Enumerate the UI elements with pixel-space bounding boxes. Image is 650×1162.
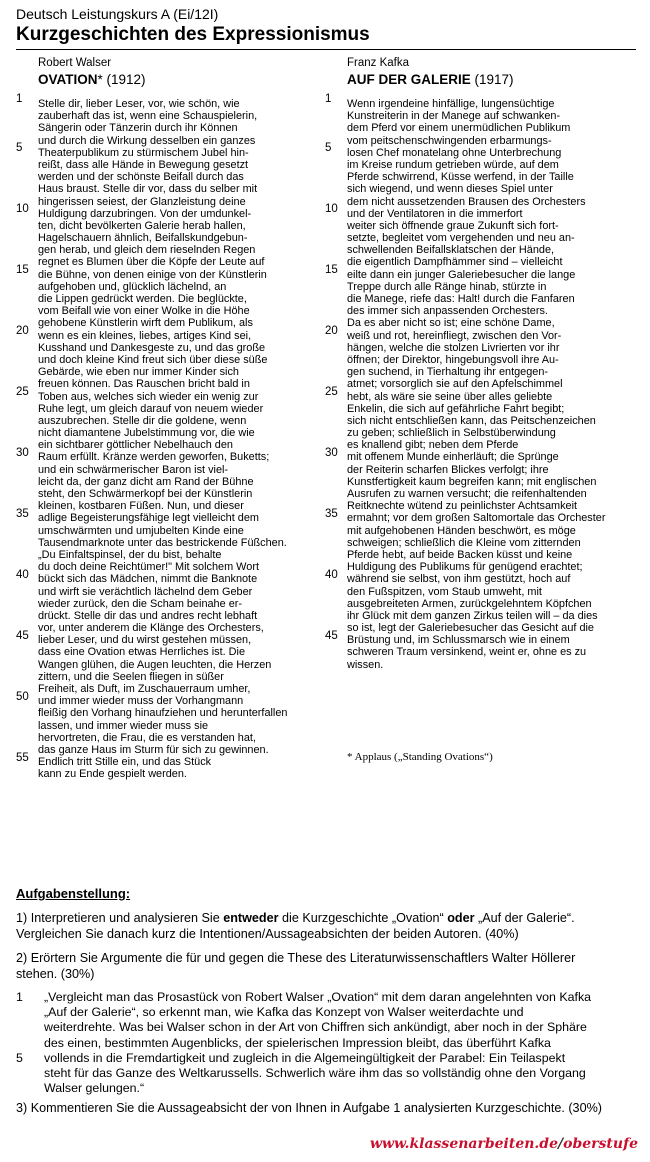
line-number: 5	[16, 141, 23, 154]
left-story	[38, 56, 320, 781]
story-line: Freiheit, als Duft, im Zuschauerraum umher,	[38, 683, 251, 695]
quote-line: „Vergleicht man das Prosastück von Robert Walser „Ovation“ mit dem daran angelehnten von Kafka	[44, 990, 592, 1004]
story-line: und durch die Wirkung desselben ein ganzes	[38, 134, 256, 147]
right-story-text	[347, 98, 605, 671]
line-number: 1	[325, 93, 332, 105]
line-number: 55	[16, 751, 29, 764]
story-line: adlige Begeisterungsfähige legt vielleicht dem	[38, 512, 259, 525]
story-line: wieder zurück, den die Scham beinahe er-	[38, 597, 243, 610]
story-line: Treppe durch alle Ränge hinab, stürzte in	[347, 280, 547, 293]
quote-line-number: 1	[16, 990, 23, 1004]
line-number: 40	[16, 568, 29, 581]
story-line: kleinen, kostbaren Füßen. Nun, und dieser	[38, 500, 244, 513]
story-line: ein sichtbarer göttlicher Nebelhauch den	[38, 439, 233, 452]
story-line: schweigen; schließlich die Kleine vom zitternden	[347, 536, 581, 549]
story-line: öffnen; der Direktor, hingebungsvoll ihre Au-	[347, 353, 559, 366]
line-number: 40	[325, 568, 338, 581]
story-line: wissen.	[347, 658, 384, 671]
story-line: eilte dann ein junger Galeriebesucher die lange	[347, 268, 576, 281]
story-line: Kunstfertigkeit kaum begreifen kann; mit englischen	[347, 475, 597, 488]
story-line: Brüstung und, im Schlussmarsch wie in einem	[347, 634, 570, 647]
story-line: und doch kleine Kind freut sich über diese süße	[38, 353, 268, 366]
line-number: 25	[325, 385, 338, 398]
line-number: 10	[16, 202, 29, 215]
story-line: Da es aber nicht so ist; eine schöne Dame,	[347, 317, 555, 330]
story-line: zu geben; schließlich in Selbstüberwindung	[347, 427, 556, 440]
story-line: die Manege, riefe das: Halt! durch die Fanfaren	[347, 293, 575, 305]
story-line: hervortreten, die Frau, die es verstanden hat,	[38, 731, 256, 744]
left-story-title: OVATION* (1912)	[38, 72, 146, 87]
story-line: gen herab, und gleich dem rieselnden Regen	[38, 244, 256, 257]
story-line: steht, den Schwärmerkopf bei der Künstlerin	[38, 488, 253, 500]
story-line: vor, unter anderem die Klänge des Orchesters,	[38, 622, 264, 635]
line-number: 1	[16, 93, 23, 105]
task-1: 1) Interpretieren und analysieren Sie entweder die Kurzgeschichte „Ovation“ oder „Auf der Galerie“. Vergleichen Sie danach kurz die Intentionen/Aussageabsichten der beiden Autoren. (40%)	[16, 911, 575, 941]
story-line: aufgehoben und, glücklich lächelnd, an	[38, 280, 227, 293]
story-line: die Lippen gedrückt werden. Die beglückte,	[38, 293, 247, 305]
story-line: lassen, und immer wieder muss sie	[38, 719, 209, 732]
story-line: den Fußspitzen, vom Staub umweht, mit	[347, 585, 542, 598]
story-line: zittern, und die Seelen fliegen in süßer	[38, 670, 224, 683]
story-line: losen Chef monatelang ohne Unterbrechung	[347, 146, 562, 159]
story-line: umschwärmten und umjubelten Kinde eine	[38, 524, 244, 537]
story-line: so ist, legt der Galeriebesucher das Gesicht auf die	[347, 622, 594, 635]
story-line: Hagelschauern ähnlich, Beifallskundgebun-	[38, 232, 248, 245]
story-line: während sie selbst, von ihm gestützt, hoch auf	[347, 573, 571, 586]
story-line: atmet; vorsorglich sie auf den Apfelschimmel	[347, 378, 563, 391]
story-line: Tausendmarknote unter das bestrickende Füßchen.	[38, 536, 287, 549]
page-title: Kurzgeschichten des Expressionismus	[16, 24, 370, 45]
story-line: Huldigung des Publikums für genügend erachtet;	[347, 561, 583, 574]
story-line: Huldigung darzubringen. Von der umdunkel-	[38, 207, 252, 220]
story-line: Ruhe legt, um gleich darauf von neuem wieder	[38, 402, 264, 415]
story-line: die eigentlich Dampfhämmer sind – vielleicht	[347, 256, 563, 269]
story-line: „Du Einfaltspinsel, der du bist, behalte	[38, 548, 222, 561]
line-number: 30	[16, 446, 29, 459]
quote-line-number: 5	[16, 1050, 23, 1065]
story-line: freuen können. Das Rauschen bricht bald in	[38, 378, 250, 391]
story-line: des immer sich anpassenden Orchesters.	[347, 305, 548, 318]
story-line: Kunstreiterin in der Manege auf schwanken-	[347, 110, 561, 123]
story-line: setzte, begleitet vom vergehenden und neu an-	[347, 232, 575, 245]
line-number: 15	[325, 263, 338, 276]
story-line: vom peitschenschwingenden erbarmungs-	[347, 134, 552, 147]
story-line: nicht diamantene Jubelstimmung vor, die wie	[38, 427, 255, 440]
line-number: 10	[325, 202, 338, 215]
story-line: du doch deine Reichtümer!" Mit solchem Wort	[38, 561, 259, 574]
story-line: schwellenden Beifallsklatschen der Hände,	[347, 244, 555, 257]
hoellerer-quote	[44, 990, 644, 1096]
story-line: Toben aus, welches sich wieder ein wenig zur	[38, 390, 259, 403]
story-line: und der Ventilatoren in die immerfort	[347, 207, 523, 220]
story-line: regnet es Blumen über die Köpfe der Leute auf	[38, 256, 265, 269]
task-heading: Aufgabenstellung:	[16, 886, 131, 901]
story-line: zauberhaft das ist, wenn eine Schauspielerin,	[38, 110, 258, 123]
story-line: hängen, welche die stolzen Livrierten vor ihr	[347, 341, 560, 354]
story-line: die Bühne, von denen einige von der Künstlerin	[38, 268, 267, 281]
story-line: mit offenem Munde einherläuft; die Sprünge	[347, 451, 559, 464]
story-line: Pferde hebt, auf beide Backen küsst und keine	[347, 548, 573, 561]
story-line: hebt, als wäre sie seine über alles geliebte	[347, 390, 553, 403]
story-line: gen suchend, in Tierhaltung ihr entgegen-	[347, 366, 549, 379]
footer-link[interactable]: www.klassenarbeiten.de/oberstufe	[369, 1136, 638, 1152]
story-line: mit aufgehobenen Händen beschwört, es möge	[347, 524, 576, 537]
left-story-author: Robert Walser	[38, 57, 112, 69]
right-story	[347, 56, 637, 671]
story-line: weiß und rot, hereinfliegt, zwischen den Vor-	[347, 329, 562, 342]
story-line: fleißig den Vorhang hinaufziehen und herunterfallen	[38, 707, 288, 720]
left-story-text	[38, 98, 287, 781]
right-story-title: AUF DER GALERIE (1917)	[347, 72, 514, 87]
task-2: 2) Erörtern Sie Argumente die für und gegen die These des Literaturwissenschaftlers Walter Höllerer stehen. (30%)	[16, 951, 576, 981]
story-line: und ein schwärmerischer Baron ist viel-	[38, 463, 229, 476]
quote-line: steht für das Ganze des Weltkarussells. Schwerlich wäre ihm das so vollständig ohne den Vorgang	[44, 1066, 586, 1081]
story-line: ausgebreiteten Armen, zurückgelehntem Köpfchen	[347, 597, 592, 610]
title-divider	[16, 49, 636, 50]
story-line: der Reiterin scharfen Blickes verfolgt; ihre	[347, 463, 549, 476]
story-line: Pferde schwirrend, Küsse werfend, in der Taille	[347, 171, 574, 184]
story-line: schweren Traum versinkend, weint er, ohne es zu	[347, 646, 587, 659]
line-number: 25	[16, 385, 29, 398]
story-line: wenn es ein kleines, liebes, artiges Kind sei,	[38, 329, 252, 342]
story-line: hingerissen seiest, der Glanzleistung deine	[38, 195, 246, 208]
story-line: gehobene Künstlerin wirft dem Publikum, als	[38, 317, 253, 330]
story-line: reißt, dass alle Hände in Bewegung gesetzt	[38, 158, 249, 171]
story-line: Reitknechte wütend zu peinlichster Achtsamkeit	[347, 500, 578, 513]
story-line: und wirft sie verächtlich lächelnd dem Geber	[38, 585, 253, 598]
story-line: das ganze Haus im Sturm für sich zu gewinnen.	[38, 743, 269, 756]
story-line: Endlich tritt Stille ein, und das Stück	[38, 756, 212, 769]
story-line: dem nicht aussetzenden Brausen des Orchesters	[347, 195, 586, 208]
line-number: 20	[16, 324, 29, 337]
story-line: Sängerin oder Tänzerin durch ihr Können	[38, 122, 238, 135]
story-line: Ausrufen zu warnen versucht; die reifenhaltenden	[347, 488, 587, 500]
line-number: 30	[325, 446, 338, 459]
story-line: dem Pferd vor einem unermüdlichen Publikum	[347, 122, 571, 135]
story-line: dass eine Ovation etwas Herrliches ist. Die	[38, 646, 246, 659]
footnote: * Applaus („Standing Ovations“)	[347, 751, 493, 763]
story-line: vom Beifall wie von einer Wolke in die Höhe	[38, 305, 250, 318]
story-line: ermahnt; vor dem großen Saltomortale das Orchester	[347, 512, 606, 525]
story-line: Enkelin, die sich auf gefährliche Fahrt begibt;	[347, 402, 565, 415]
story-line: Theaterpublikum zu stürmischem Jubel hin-	[38, 146, 249, 159]
course-label: Deutsch Leistungskurs A (Ei/12I)	[16, 6, 219, 22]
story-line: kann zu Ende gespielt werden.	[38, 768, 187, 781]
story-line: lieber Leser, und du wirst gestehen müssen,	[38, 634, 252, 647]
quote-line: vollends in die Fremdartigkeit und zugleich in die Algemeingültigkeit der Parabel: Ein Teilaspekt	[44, 1050, 566, 1065]
story-line: leicht da, der ganz dicht am Rand der Bühne	[38, 475, 254, 488]
story-line: werden und der schönste Beifall durch das	[38, 171, 244, 184]
line-number: 5	[325, 141, 332, 154]
story-line: im Kreise rundum getrieben würde, auf dem	[347, 158, 559, 171]
line-number: 45	[325, 629, 338, 642]
story-line: Stelle dir, lieber Leser, vor, wie schön, wie	[38, 98, 240, 110]
story-line: ten, dicht bevölkerten Galerie herab hallen,	[38, 219, 246, 232]
story-line: ihr Glück mit dem ganzen Zirkus teilen will – da dies	[347, 609, 598, 622]
story-line: auszubrechen. Stelle dir die goldene, wenn	[38, 414, 247, 427]
line-number: 35	[16, 507, 29, 520]
task-3: 3) Kommentieren Sie die Aussageabsicht der von Ihnen in Aufgabe 1 analysierten Kurzgeschichte. (30%)	[16, 1101, 602, 1115]
line-number: 20	[325, 324, 338, 337]
story-line: Gebärde, wie eben nur immer Kinder sich	[38, 366, 239, 379]
story-line: drückt. Stelle dir das und andres recht lebhaft	[38, 609, 258, 622]
line-number: 35	[325, 507, 338, 520]
line-number: 45	[16, 629, 29, 642]
story-line: Haus braust. Stelle dir vor, dass du selber mit	[38, 183, 258, 196]
quote-line: Walser gelungen.“	[44, 1081, 145, 1096]
story-line: Wangen glühen, die Augen leuchten, die Herzen	[38, 658, 272, 671]
quote-line: weiterdrehte. Was bei Walser schon in der Art von Chiffren sich ankündigt, aber noch in der Sphäre	[44, 1020, 587, 1035]
quote-line: des einen, bestimmten Augenblicks, der spielerischen Impression bleibt, das überführt Kafka	[44, 1035, 551, 1050]
story-line: bückt sich das Mädchen, nimmt die Banknote	[38, 573, 258, 586]
story-line: Kusshand und Dankesgeste zu, und das große	[38, 341, 266, 354]
line-number: 15	[16, 263, 29, 276]
story-line: und immer wieder muss der Vorhangmann	[38, 695, 244, 708]
story-line: Wenn irgendeine hinfällige, lungensüchtige	[347, 98, 555, 110]
line-number: 50	[16, 690, 29, 703]
story-line: Raum erfüllt. Kränze werden geworfen, Buketts;	[38, 451, 270, 464]
quote-line: „Auf der Galerie“, so erkennt man, wie Kafka das Konzept von Walser weiterdachte und	[44, 1005, 524, 1020]
right-story-author: Franz Kafka	[347, 57, 409, 69]
story-line: es knallend gibt; neben dem Pferde	[347, 439, 519, 452]
story-line: sich nicht entschließen kann, das Peitschenzeichen	[347, 414, 596, 427]
story-line: weiter sich öffnende graue Zukunft sich fort-	[347, 219, 559, 232]
story-line: sich wiegend, und wenn dieses Spiel unter	[347, 183, 553, 196]
